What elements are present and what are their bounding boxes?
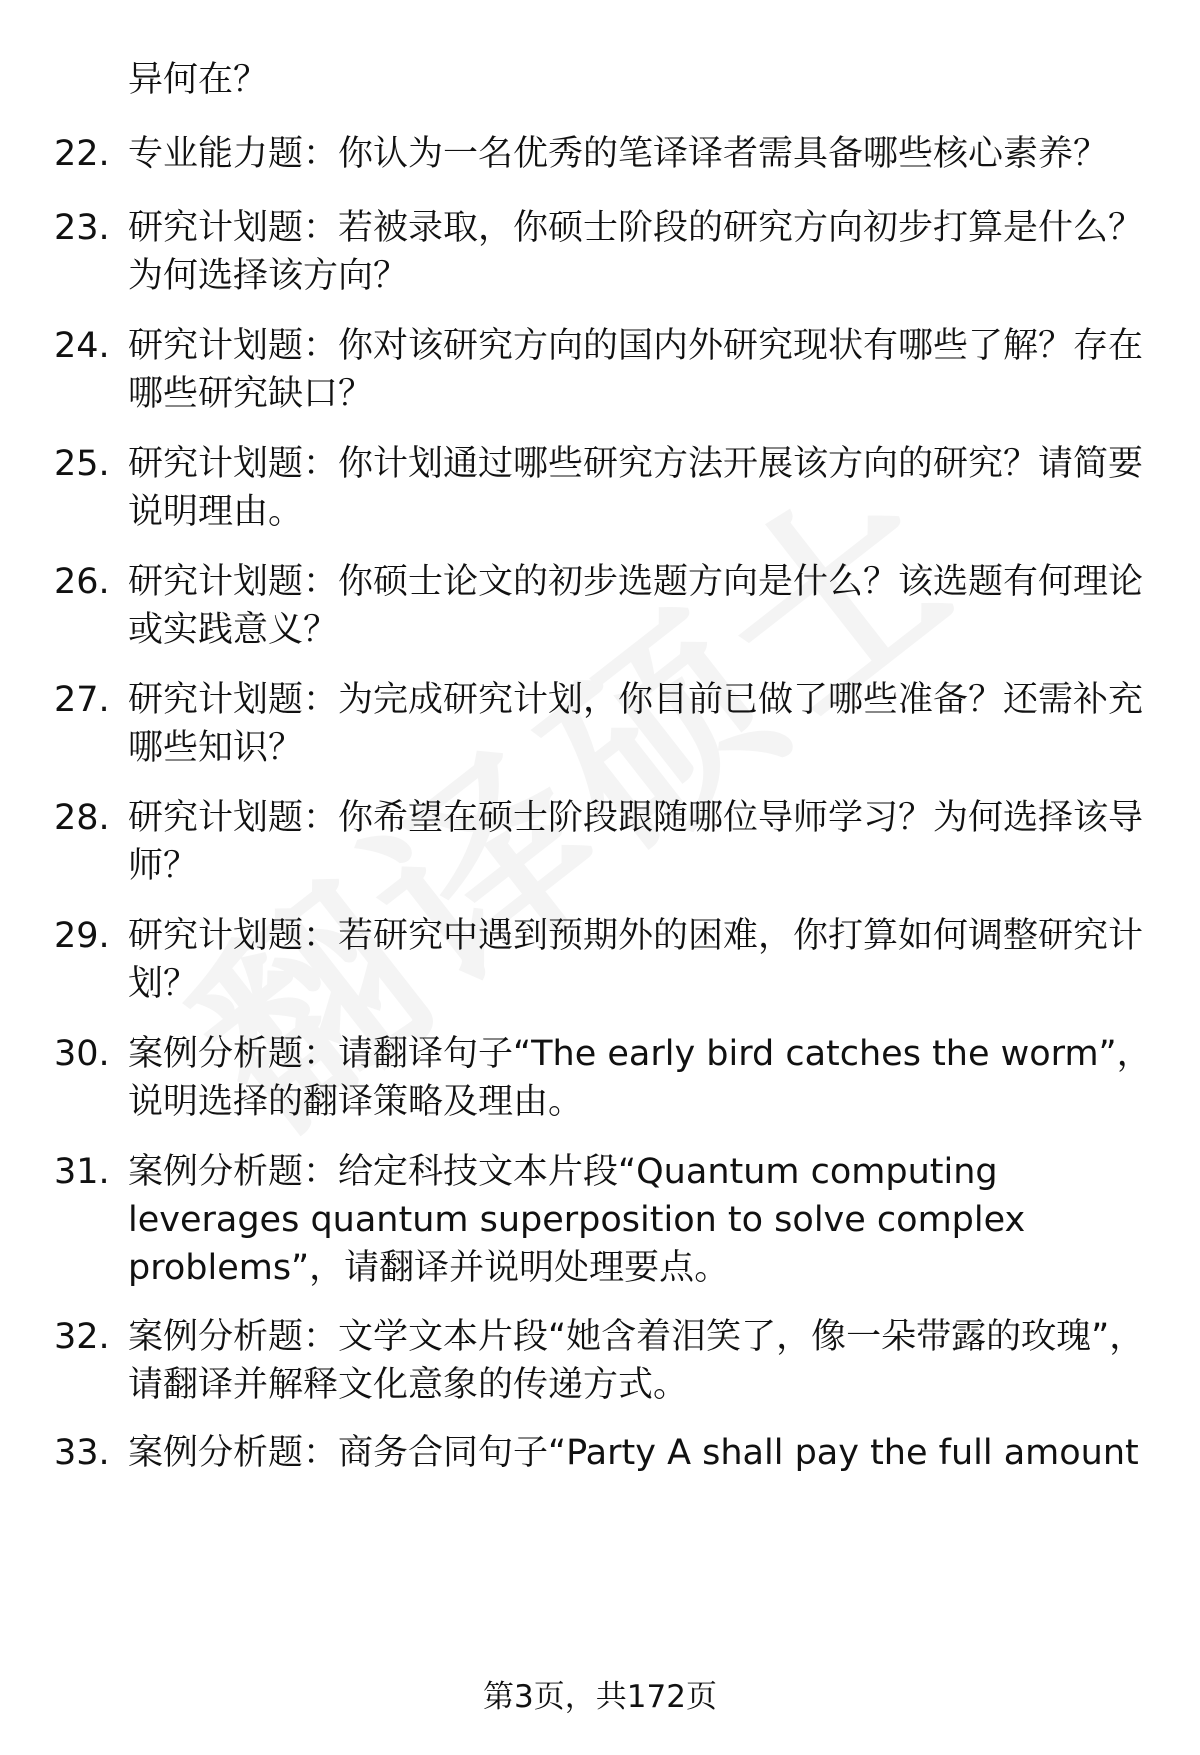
question-text: 案例分析题：给定科技文本片段“Quantum computing leverages quantum superposition to solve complex problems”，请翻译并说明处理要点。 — [128, 1152, 1026, 1288]
question-text: 研究计划题：你计划通过哪些研究方法开展该方向的研究？请简要说明理由。 — [128, 444, 1144, 532]
question-text: 研究计划题：你硕士论文的初步选题方向是什么？该选题有何理论或实践意义？ — [128, 562, 1144, 650]
continuation-text: 异何在？ — [128, 60, 269, 100]
question-number: 22. — [54, 134, 110, 174]
question-text: 研究计划题：你对该研究方向的国内外研究现状有哪些了解？存在哪些研究缺口？ — [128, 326, 1144, 414]
question-text: 研究计划题：若研究中遇到预期外的困难，你打算如何调整研究计划？ — [128, 916, 1144, 1004]
question-text: 案例分析题：商务合同句子“Party A shall pay the full amount — [128, 1433, 1139, 1473]
question-text: 研究计划题：若被录取，你硕士阶段的研究方向初步打算是什么？为何选择该方向？ — [128, 208, 1144, 296]
question-number: 31. — [54, 1152, 110, 1192]
question-number: 25. — [54, 444, 110, 484]
question-number: 24. — [54, 326, 110, 366]
question-number: 30. — [54, 1034, 110, 1074]
question-number: 27. — [54, 680, 110, 720]
question-number: 23. — [54, 208, 110, 248]
question-number: 33. — [54, 1433, 110, 1473]
question-number: 29. — [54, 916, 110, 956]
question-text: 案例分析题：请翻译句子“The early bird catches the worm”，说明选择的翻译策略及理由。 — [128, 1034, 1152, 1122]
question-number: 32. — [54, 1317, 110, 1357]
question-text: 研究计划题：为完成研究计划，你目前已做了哪些准备？还需补充哪些知识？ — [128, 680, 1144, 768]
page-footer: 第3页，共172页 — [483, 1679, 717, 1715]
question-text: 案例分析题：文学文本片段“她含着泪笑了，像一朵带露的玫瑰”，请翻译并解释文化意象的传递方式。 — [128, 1317, 1145, 1405]
question-text: 研究计划题：你希望在硕士阶段跟随哪位导师学习？为何选择该导师？ — [128, 798, 1144, 886]
question-text: 专业能力题：你认为一名优秀的笔译译者需具备哪些核心素养？ — [128, 134, 1109, 174]
question-number: 26. — [54, 562, 110, 602]
question-number: 28. — [54, 798, 110, 838]
